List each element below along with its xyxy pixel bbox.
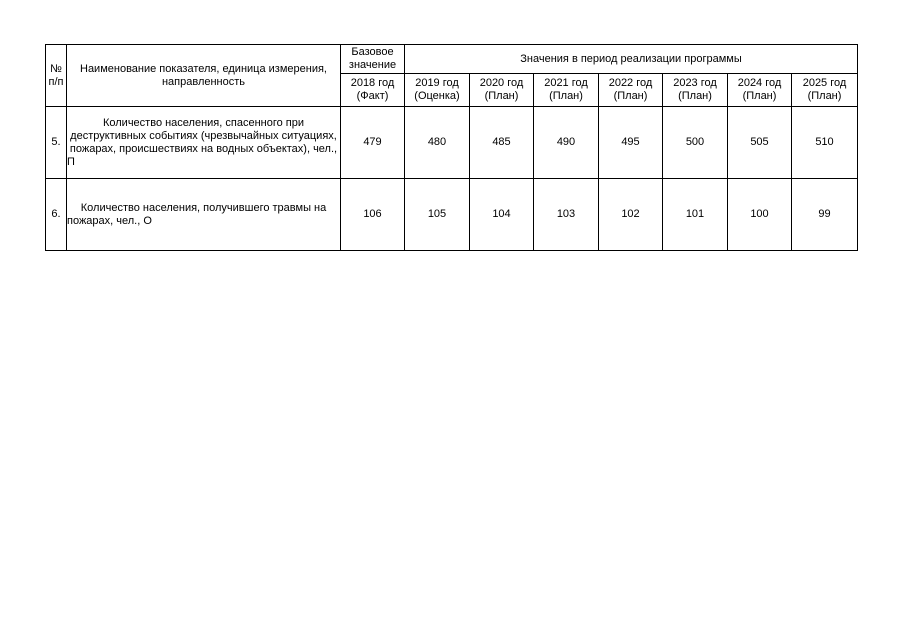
value-cell: 102 bbox=[599, 179, 663, 251]
header-year-note: (План) bbox=[678, 90, 712, 102]
header-year-note: (Факт) bbox=[356, 90, 389, 102]
table-row bbox=[46, 179, 858, 251]
header-year-cell bbox=[599, 74, 663, 107]
indicator-name: Количество населения, спасенного при деструктивных событиях (чрезвычайных ситуациях, пожарах, происшествиях на водных объектах), чел., П bbox=[67, 107, 341, 179]
header-year: 2023 год bbox=[673, 77, 717, 89]
value-cell: 99 bbox=[792, 179, 858, 251]
value-cell: 485 bbox=[470, 107, 534, 179]
value-cell: 480 bbox=[405, 107, 470, 179]
row-number: 5. bbox=[46, 107, 67, 179]
indicators-table bbox=[45, 44, 858, 251]
header-num: № п/п bbox=[46, 45, 67, 107]
value-cell: 100 bbox=[728, 179, 792, 251]
header-year: 2018 год bbox=[350, 77, 395, 89]
header-year-cell bbox=[405, 74, 470, 107]
header-year: 2024 год bbox=[737, 77, 782, 89]
header-year-cell bbox=[792, 74, 858, 107]
header-year-cell bbox=[728, 74, 792, 107]
header-name: Наименование показателя, единица измерения, направленность bbox=[67, 45, 341, 107]
value-cell: 495 bbox=[599, 107, 663, 179]
header-year: 2020 год bbox=[479, 77, 524, 89]
header-year-cell bbox=[534, 74, 599, 107]
header-year: 2019 год bbox=[415, 77, 459, 89]
value-cell: 510 bbox=[792, 107, 858, 179]
header-base: Базовое значение bbox=[341, 45, 405, 74]
header-year-note: (План) bbox=[807, 90, 842, 102]
header-year-cell bbox=[470, 74, 534, 107]
header-year-note: (План) bbox=[549, 90, 583, 102]
value-cell: 106 bbox=[341, 179, 405, 251]
header-period: Значения в период реализации программы bbox=[405, 45, 858, 74]
header-year-note: (План) bbox=[613, 90, 648, 102]
table-row bbox=[46, 107, 858, 179]
row-number: 6. bbox=[46, 179, 67, 251]
header-year: 2022 год bbox=[608, 77, 653, 89]
header-year-note: (Оценка) bbox=[414, 90, 460, 102]
header-year: 2025 год bbox=[802, 77, 847, 89]
value-cell: 500 bbox=[663, 107, 728, 179]
header-year-cell bbox=[341, 74, 405, 107]
value-cell: 490 bbox=[534, 107, 599, 179]
header-row-1 bbox=[46, 45, 858, 74]
value-cell: 105 bbox=[405, 179, 470, 251]
header-year-note: (План) bbox=[484, 90, 519, 102]
header-year-note: (План) bbox=[742, 90, 777, 102]
value-cell: 101 bbox=[663, 179, 728, 251]
header-year: 2021 год bbox=[544, 77, 588, 89]
value-cell: 479 bbox=[341, 107, 405, 179]
indicator-name: Количество населения, получившего травмы на пожарах, чел., О bbox=[67, 179, 341, 251]
header-year-cell bbox=[663, 74, 728, 107]
value-cell: 505 bbox=[728, 107, 792, 179]
value-cell: 103 bbox=[534, 179, 599, 251]
value-cell: 104 bbox=[470, 179, 534, 251]
